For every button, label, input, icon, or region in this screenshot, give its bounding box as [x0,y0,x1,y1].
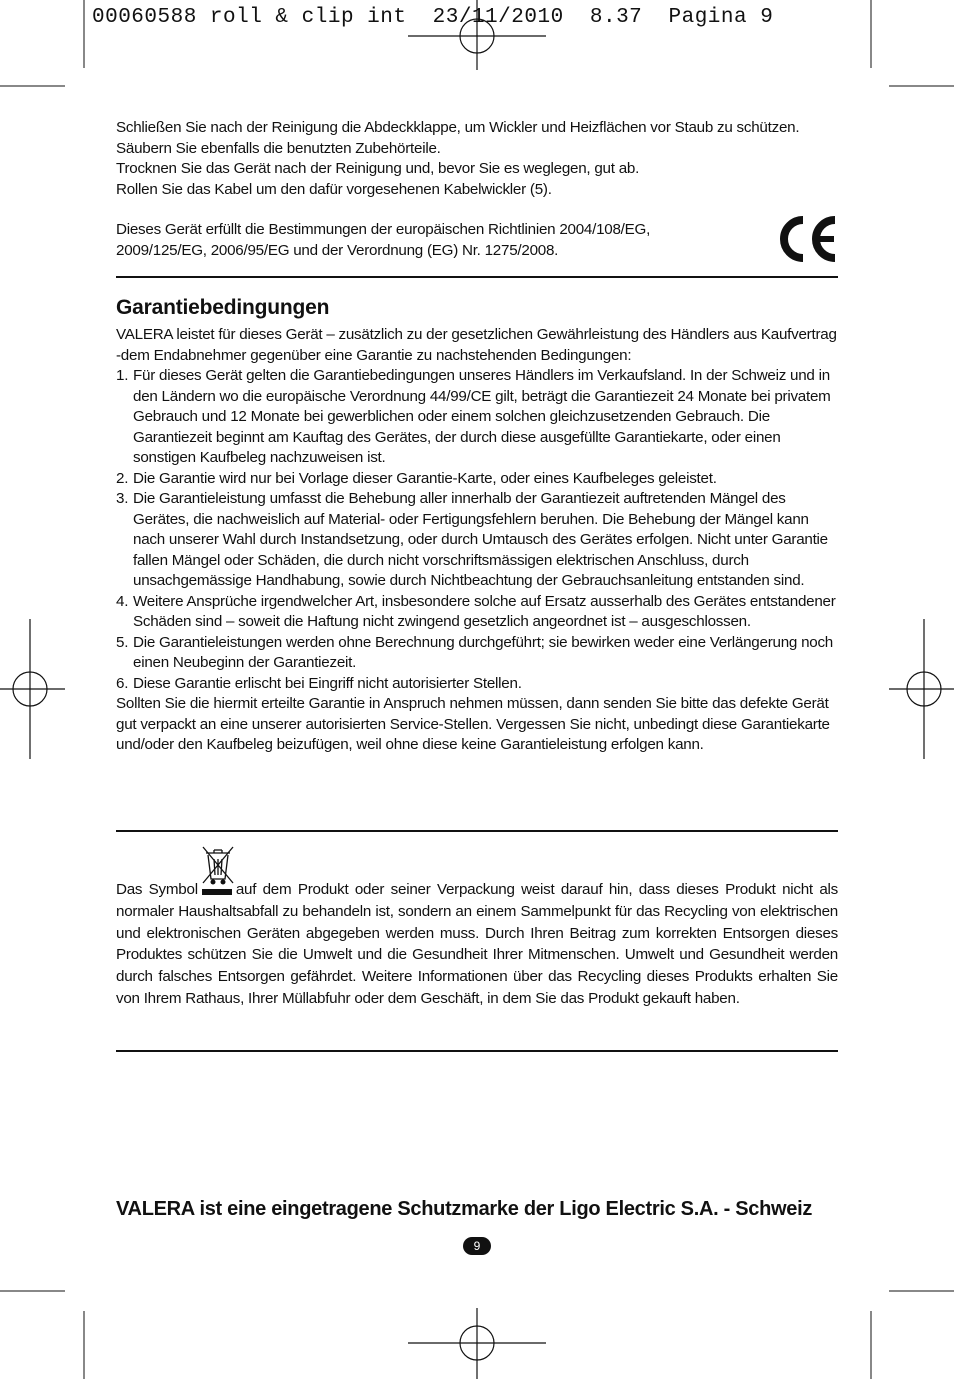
trademark-footer: VALERA ist eine eingetragene Schutzmarke der Ligo Electric S.A. - Schweiz [116,1198,813,1220]
warranty-intro: VALERA leistet für dieses Gerät – zusätzlich zu der gesetzlichen Gewährleistung des Händlers aus Kaufvertrag -dem Endabnehmer gegenüber eine Garantie zu nachstehenden Bedingungen: [116,326,837,364]
crossed-out-bin-icon [200,877,234,897]
warranty-list [116,366,838,694]
registration-mark-left [0,619,65,759]
care-line: Rollen Sie das Kabel um den dafür vorgesehenen Kabelwickler (5). [116,180,552,198]
warranty-item [116,366,838,469]
warranty-item [116,469,838,490]
warranty-outro: Sollten Sie die hiermit erteilte Garantie in Anspruch nehmen müssen, dann senden Sie bitte das defekte Gerät gut verpackt an eine unserer autorisierten Service-Stellen. Vergessen Sie nicht, unbedingt diese Garantiekarte und/oder den Kaufbeleg beizufügen, weil ohne diese keine Garantieleistung erfolgen kann. [116,695,830,753]
item-number: 4. [116,592,129,610]
item-number: 5. [116,633,129,651]
warranty-conditions [116,325,838,756]
item-number: 3. [116,490,129,507]
item-number: 6. [116,674,129,692]
item-text: Für dieses Gerät gelten die Garantiebedingungen unseres Händlers im Verkaufsland. In der Schweiz und in den Ländern wo die europäische Verordnung 44/99/CE gilt, beträgt die Garantiezeit 24 Monate bei privatem Gebrauch und 12 Monate bei gewerblichen oder einem solchen gleichzusetzenden Gebrauch. Die Garantiezeit beginnt am Kauftag des Gerätes, der durch diese ausgefüllte Garantiekarte, oder einen sonstigen Kaufbeleg nachzuweisen ist. [133,367,831,466]
care-instructions [116,118,838,200]
care-line: Schließen Sie nach der Reinigung die Abdeckklappe, um Wickler und Heizflächen vor Staub zu schützen. [116,119,800,136]
care-line: Trocknen Sie das Gerät nach der Reinigung und, bevor Sie es weglegen, gut ab. [116,160,640,177]
warranty-item [116,489,838,592]
page-number: 9 [463,1237,491,1255]
divider [116,830,838,832]
item-text: Diese Garantie erlischt bei Eingriff nicht autorisierter Stellen. [133,674,522,692]
divider [116,276,838,278]
care-line: Säubern Sie ebenfalls die benutzten Zubehörteile. [116,139,441,157]
ce-mark-icon [776,216,838,262]
ce-notice-line: 2009/125/EG, 2006/95/EG und der Verordnung (EG) Nr. 1275/2008. [116,241,559,259]
print-slug: 00060588 roll & clip int 23/11/2010 8.37 Pagina 9 [92,6,774,29]
ce-notice-line: Dieses Gerät erfüllt die Bestimmungen der europäischen Richtlinien 2004/108/EG, [116,221,651,238]
warranty-item [116,592,838,633]
item-number: 2. [116,469,129,487]
weee-text: auf dem Produkt oder seiner Verpackung weist darauf hin, dass dieses Produkt nicht als normaler Haushaltsabfall zu behandeln ist, sondern an einem Sammelpunkt für das Recycling von elektrischen und elektronischen Geräten abgegeben werden muss. Durch Ihren Beitrag zum korrekten Entsorgen dieses Produktes schützen Sie die Umwelt und die Gesundheit Ihrer Mitmenschen. Umwelt und Gesundheit werden durch falsches Entsorgen gefährdet. Weitere Informationen über das Recycling dieses Produkts erhalten Sie von Ihrem Rathaus, Ihrer Müllabfuhr oder dem Geschäft, in dem Sie das Produkt gekauft haben. [116,881,838,1007]
item-text: Die Garantie wird nur bei Vorlage dieser Garantie-Karte, oder eines Kaufbeleges geleistet. [133,469,717,487]
item-text: Die Garantieleistungen werden ohne Berechnung durchgeführt; sie bewirken weder eine Verlängerung noch einen Neubeginn der Garantiezeit. [133,633,834,671]
item-text: Die Garantieleistung umfasst die Behebung aller innerhalb der Garantiezeit auftretenden Mängel des Gerätes, die nachweislich auf Material- oder Fertigungsfehlern beruhen. Die Behebung der Mängel kann nach unserer Wahl durch Instandsetzung, oder durch Umtausch des Gerätes erfolgen. Nicht unter Garantie fallen Mängel oder Schäden, die durch nicht vorschriftsmässigen elektrischen Anschluss, durch unsachgemässige Handhabung, sowie durch Nichtbeachtung der Gebrauchsanleitung entstanden sind. [133,490,828,589]
warranty-title: Garantiebedingungen [116,296,330,319]
item-text: Weitere Ansprüche irgendwelcher Art, insbesondere solche auf Ersatz ausserhalb des Gerätes entstandener Schäden sind – soweit die Haftung nicht zwingend gesetzlich angeordnet ist – ausgeschlossen. [133,592,836,630]
warranty-item [116,633,838,674]
registration-mark-right [889,619,954,759]
weee-notice [116,877,838,1010]
ce-notice [116,220,746,261]
divider [116,1050,838,1052]
item-number: 1. [116,367,129,384]
warranty-item [116,674,838,695]
weee-text-start: Das Symbol [116,881,198,898]
registration-mark-bottom [408,1308,546,1379]
